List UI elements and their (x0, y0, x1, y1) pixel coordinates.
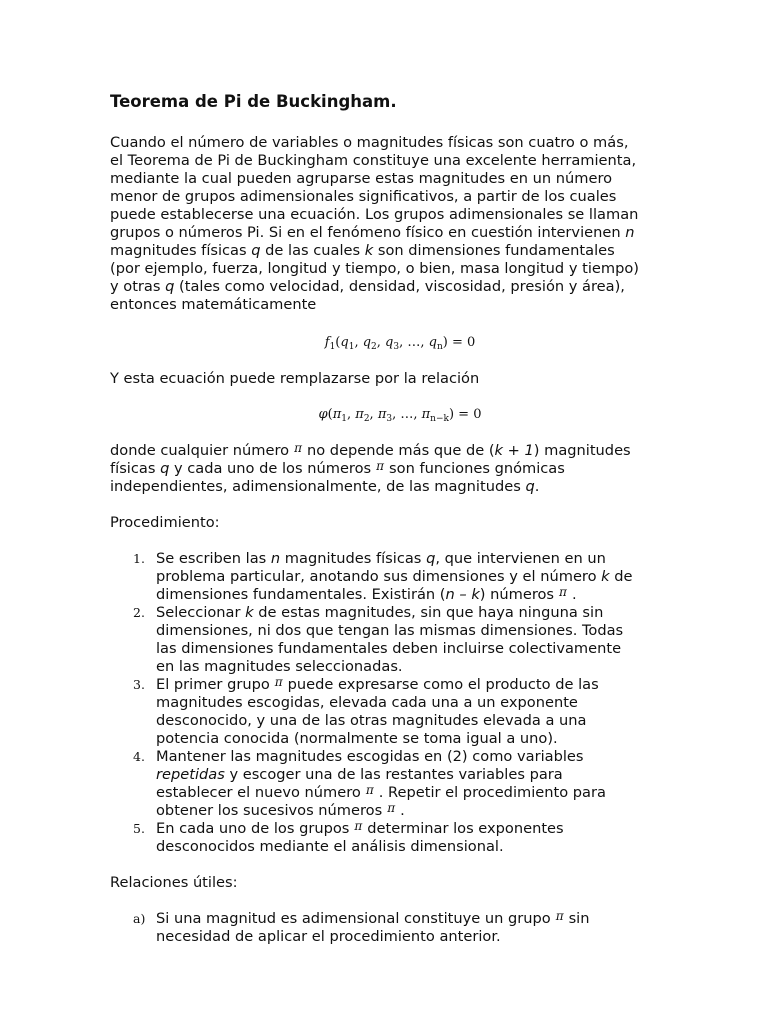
procedure-list (110, 550, 640, 856)
pi-symbol: π (376, 459, 385, 473)
equation-phi: $\varphi(\pi_1$, $\pi_2$, $\pi_3$, …, $\pi_{n-k}) = 0$ (318, 407, 482, 424)
document-page (110, 92, 640, 946)
list-item: 1. Se escriben las n magnitudes físicas q, que intervienen en un problema particular, anotando sus dimensiones y el número k de dimensiones fundamentales. Existirán (n – k) números $^\pi$ . (133, 550, 633, 603)
intro-paragraph: Cuando el número de variables o magnitudes físicas son cuatro o más, el Teorema de Pi de Buckingham constituye una excelente herramienta, mediante la cual pueden agruparse estas magnitudes en un número menor de grupos adimensionales significativos, a partir de los cuales puede establecerse una ecuación. Los grupos adimensionales se llaman grupos o números Pi. Si en el fenómeno físico en cuestión intervienen n magnitudes físicas q de las cuales k son dimensiones fundamentales (por ejemplo, fuerza, longitud y tiempo, o bien, masa longitud y tiempo) y otras q (tales como velocidad, densidad, viscosidad, presión y área), entonces matemáticamente (110, 134, 639, 313)
pi-symbol: π (354, 819, 363, 833)
equation-f1: $f_1(q_1$, $q_2$, $q_3$, …, $q_n) = 0$ (324, 335, 476, 352)
where-paragraph: donde cualquier número $^\pi$ no depende más que de (k + 1) magnitudes físicas q y cada uno de los números $^\pi$ son funciones gnómicas independientes, adimensionalmente, de las magnitudes q. (110, 441, 631, 495)
useful-list (110, 910, 640, 946)
list-item: 5. En cada uno de los grupos $^\pi$ determinar los exponentes desconocidos mediante el análisis dimensional. (133, 819, 564, 855)
list-item: 3. El primer grupo $^\pi$ puede expresarse como el producto de las magnitudes escogidas, elevada cada una a un exponente desconocido, y una de las otras magnitudes elevada a una potencia conocida (normalmente se toma igual a uno). (133, 675, 599, 747)
page-title: Teorema de Pi de Buckingham. (110, 92, 397, 111)
pi-symbol: π (555, 909, 564, 923)
list-item: 2. Seleccionar k de estas magnitudes, sin que haya ninguna sin dimensiones, ni dos que tengan las mismas dimensiones. Todas las dimensiones fundamentales deben incluirse colectivamente en las magnitudes seleccionadas. (133, 604, 624, 675)
procedure-heading: Procedimiento: (110, 514, 220, 531)
pi-symbol: π (559, 585, 567, 599)
list-item: 4. Mantener las magnitudes escogidas en (2) como variables repetidas y escoger una de las restantes variables para establecer el nuevo número $^\pi$ . Repetir el procedimiento para obtener los sucesivos números $^\pi$ . (133, 748, 606, 819)
pi-symbol: π (274, 675, 283, 689)
pi-symbol: π (294, 441, 302, 455)
relation-intro: Y esta ecuación puede remplazarse por la relación (110, 370, 480, 387)
useful-heading: Relaciones útiles: (110, 874, 238, 891)
pi-symbol: π (387, 801, 396, 815)
pi-symbol: π (365, 783, 374, 797)
list-item: a) Si una magnitud es adimensional constituye un grupo $^\pi$ sin necesidad de aplicar el procedimiento anterior. (133, 909, 590, 945)
